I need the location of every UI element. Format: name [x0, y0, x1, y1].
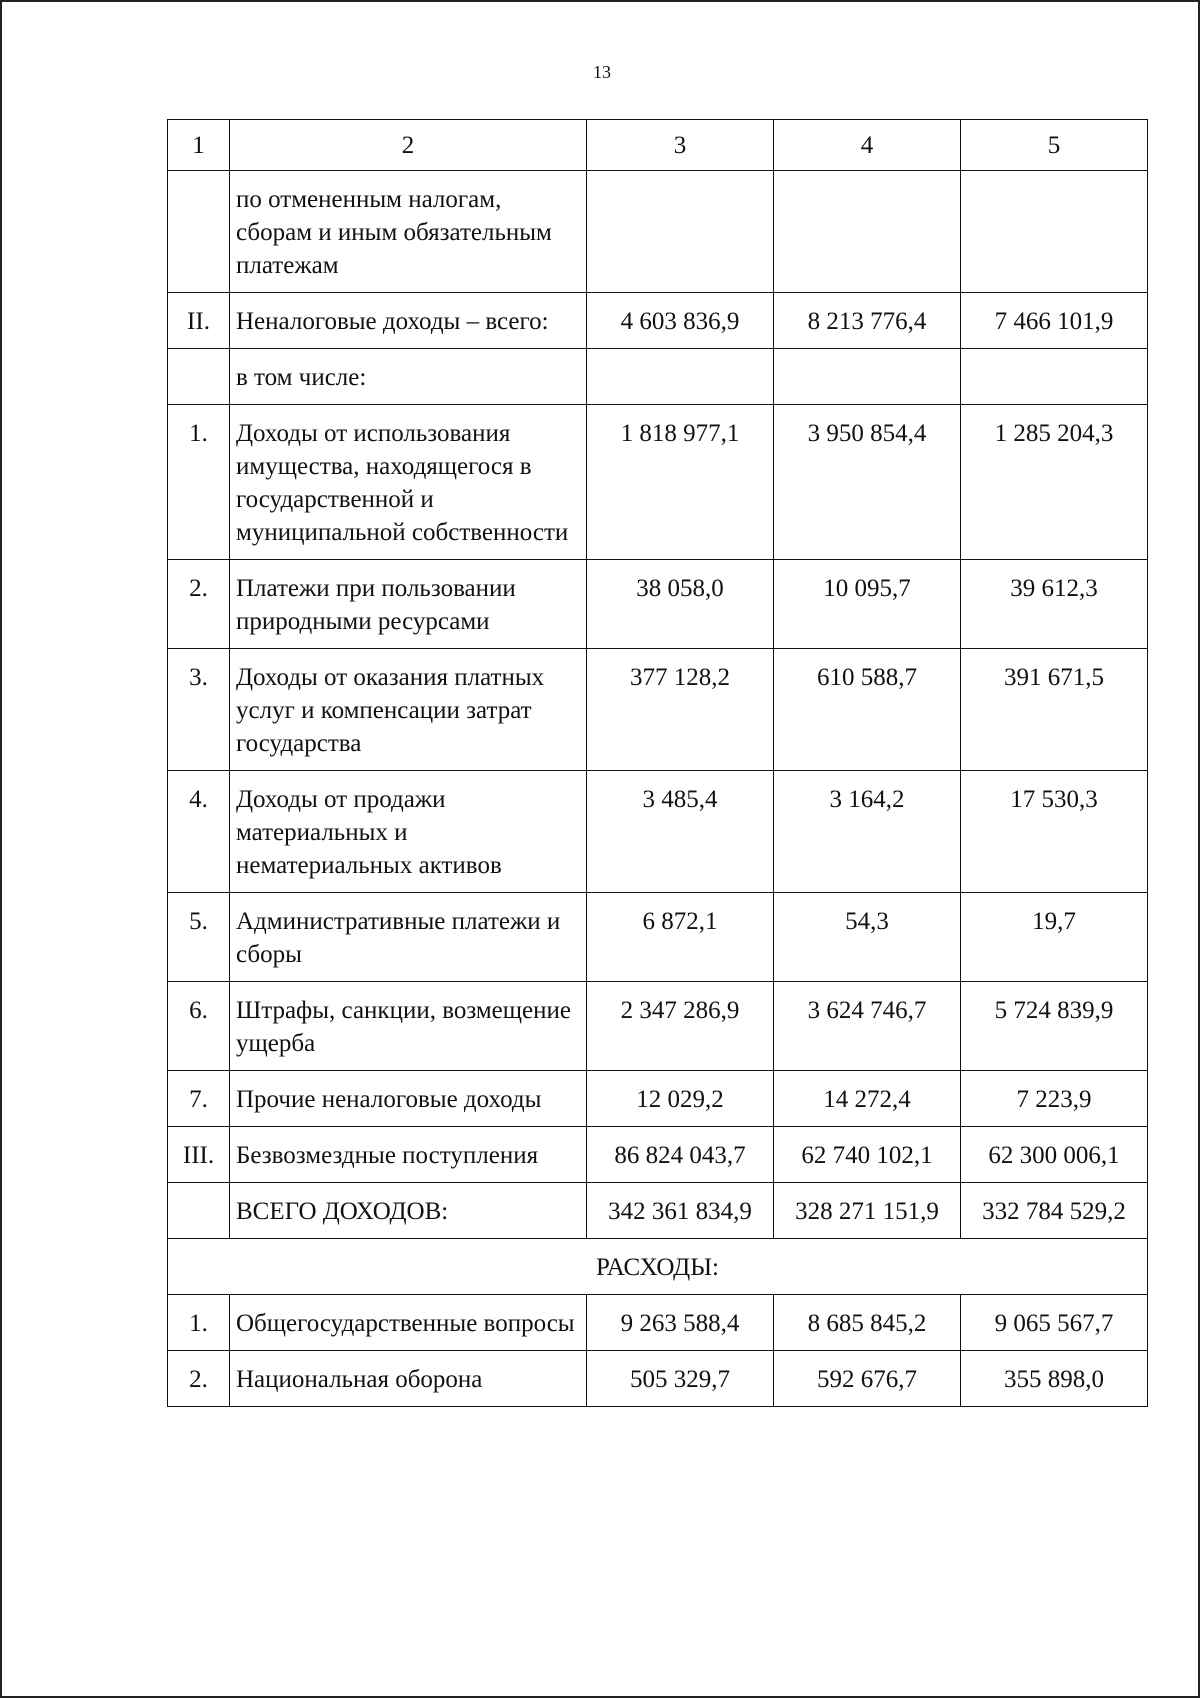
expense-rows	[168, 1295, 1148, 1407]
value-col-3: 505 329,7	[587, 1351, 774, 1407]
row-number: 1.	[168, 1295, 230, 1351]
row-label: Платежи при пользовании природными ресурсами	[230, 560, 587, 649]
row-number: 4.	[168, 771, 230, 893]
row-label: Общегосударственные вопросы	[230, 1295, 587, 1351]
table-row	[168, 1183, 1148, 1239]
value-col-4: 54,3	[774, 893, 961, 982]
expenses-section	[168, 1239, 1148, 1295]
table-row	[168, 1127, 1148, 1183]
table-row	[168, 1071, 1148, 1127]
row-number: 5.	[168, 893, 230, 982]
table-row	[168, 405, 1148, 560]
value-col-3: 1 818 977,1	[587, 405, 774, 560]
value-col-4: 62 740 102,1	[774, 1127, 961, 1183]
header-cell-2: 2	[230, 120, 587, 171]
value-col-4: 3 624 746,7	[774, 982, 961, 1071]
row-number: 3.	[168, 649, 230, 771]
value-col-5: 332 784 529,2	[961, 1183, 1148, 1239]
value-col-4: 328 271 151,9	[774, 1183, 961, 1239]
value-col-5: 19,7	[961, 893, 1148, 982]
value-col-4: 14 272,4	[774, 1071, 961, 1127]
row-number: 6.	[168, 982, 230, 1071]
value-col-4: 610 588,7	[774, 649, 961, 771]
row-label: Безвозмездные поступления	[230, 1127, 587, 1183]
value-col-5: 391 671,5	[961, 649, 1148, 771]
header-cell-3: 3	[587, 120, 774, 171]
value-col-3: 4 603 836,9	[587, 293, 774, 349]
section-title-expenses: РАСХОДЫ:	[168, 1239, 1148, 1295]
section-row	[168, 1239, 1148, 1295]
value-col-4: 592 676,7	[774, 1351, 961, 1407]
value-col-5	[961, 349, 1148, 405]
page-number: 13	[593, 62, 611, 82]
table-row	[168, 893, 1148, 982]
row-number: 2.	[168, 1351, 230, 1407]
value-col-3	[587, 349, 774, 405]
value-col-3: 38 058,0	[587, 560, 774, 649]
header-cell-1: 1	[168, 120, 230, 171]
table-row	[168, 560, 1148, 649]
header-row	[168, 120, 1148, 171]
row-label: Доходы от продажи материальных и нематериальных активов	[230, 771, 587, 893]
table-row	[168, 649, 1148, 771]
value-col-4: 3 950 854,4	[774, 405, 961, 560]
value-col-5: 7 223,9	[961, 1071, 1148, 1127]
header-cell-5: 5	[961, 120, 1148, 171]
value-col-5: 39 612,3	[961, 560, 1148, 649]
row-label: Административные платежи и сборы	[230, 893, 587, 982]
value-col-4	[774, 349, 961, 405]
row-label: Национальная оборона	[230, 1351, 587, 1407]
value-col-3: 342 361 834,9	[587, 1183, 774, 1239]
value-col-4: 10 095,7	[774, 560, 961, 649]
row-number	[168, 1183, 230, 1239]
value-col-4: 8 685 845,2	[774, 1295, 961, 1351]
row-label: в том числе:	[230, 349, 587, 405]
row-number	[168, 171, 230, 293]
value-col-5: 9 065 567,7	[961, 1295, 1148, 1351]
budget-table	[167, 119, 1148, 1407]
row-label: Доходы от использования имущества, находящегося в государственной и муниципальной собственности	[230, 405, 587, 560]
row-number: 1.	[168, 405, 230, 560]
value-col-5: 17 530,3	[961, 771, 1148, 893]
row-label: Доходы от оказания платных услуг и компенсации затрат государства	[230, 649, 587, 771]
row-number: III.	[168, 1127, 230, 1183]
row-label: Неналоговые доходы – всего:	[230, 293, 587, 349]
value-col-4: 8 213 776,4	[774, 293, 961, 349]
row-number	[168, 349, 230, 405]
table-row	[168, 982, 1148, 1071]
value-col-3: 377 128,2	[587, 649, 774, 771]
row-label: Прочие неналоговые доходы	[230, 1071, 587, 1127]
value-col-5: 5 724 839,9	[961, 982, 1148, 1071]
value-col-5: 7 466 101,9	[961, 293, 1148, 349]
value-col-5	[961, 171, 1148, 293]
value-col-4: 3 164,2	[774, 771, 961, 893]
value-col-3: 86 824 043,7	[587, 1127, 774, 1183]
header-cell-4: 4	[774, 120, 961, 171]
row-number: 2.	[168, 560, 230, 649]
value-col-3: 2 347 286,9	[587, 982, 774, 1071]
value-col-5: 355 898,0	[961, 1351, 1148, 1407]
row-number: 7.	[168, 1071, 230, 1127]
table-row	[168, 349, 1148, 405]
value-col-3: 12 029,2	[587, 1071, 774, 1127]
value-col-3: 3 485,4	[587, 771, 774, 893]
value-col-3	[587, 171, 774, 293]
value-col-5: 1 285 204,3	[961, 405, 1148, 560]
value-col-3: 6 872,1	[587, 893, 774, 982]
table-row	[168, 171, 1148, 293]
value-col-5: 62 300 006,1	[961, 1127, 1148, 1183]
row-label: по отмененным налогам, сборам и иным обязательным платежам	[230, 171, 587, 293]
value-col-3: 9 263 588,4	[587, 1295, 774, 1351]
row-number: II.	[168, 293, 230, 349]
table-row	[168, 771, 1148, 893]
table-row	[168, 1351, 1148, 1407]
row-label: ВСЕГО ДОХОДОВ:	[230, 1183, 587, 1239]
table-row	[168, 293, 1148, 349]
income-rows	[168, 171, 1148, 1239]
row-label: Штрафы, санкции, возмещение ущерба	[230, 982, 587, 1071]
table-row	[168, 1295, 1148, 1351]
value-col-4	[774, 171, 961, 293]
